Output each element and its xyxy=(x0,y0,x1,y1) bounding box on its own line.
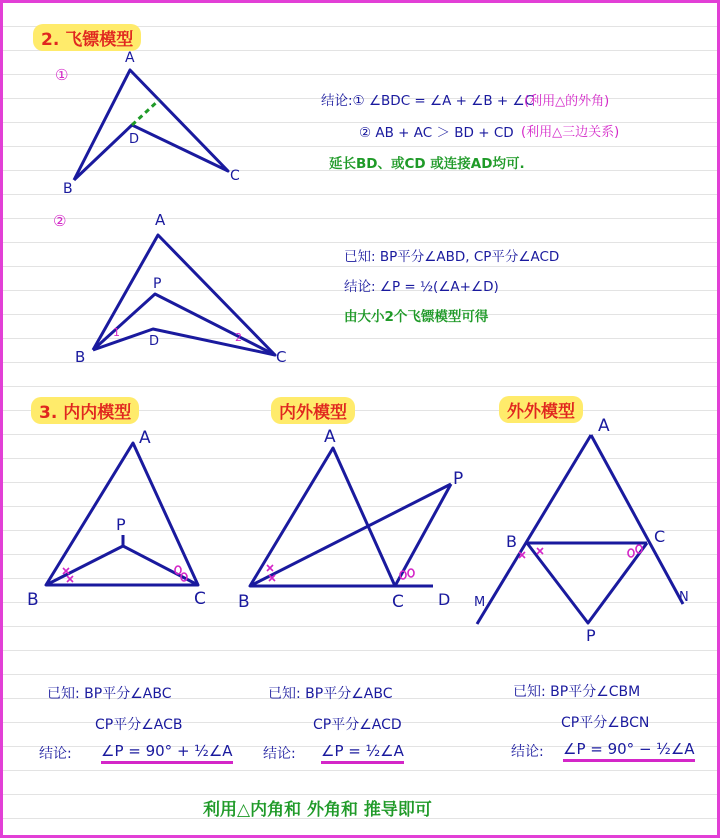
fig3-known-2: CP平分∠ACB xyxy=(95,717,183,733)
fig5-label-n: N xyxy=(679,590,689,605)
fig5-side-ac xyxy=(591,435,683,604)
fig2-label-c: C xyxy=(276,348,287,366)
fig1-label-d: D xyxy=(129,132,140,147)
fig5-label-m: M xyxy=(474,595,486,610)
fig5-label-c: C xyxy=(654,527,666,546)
fig3-label-c: C xyxy=(194,589,206,609)
fig4-known-1: 已知: BP平分∠ABC xyxy=(268,686,393,702)
fig2-hint: 由大小2个飞镖模型可得 xyxy=(344,309,489,325)
fig3-label-a: A xyxy=(139,428,151,448)
fig5-label-a: A xyxy=(598,416,610,436)
fig2-angle-2: 2 xyxy=(235,331,242,344)
fig2-angle-1: 1 xyxy=(113,326,120,339)
fig1-conclusion-1: 结论:① ∠BDC = ∠A + ∠B + ∠C xyxy=(321,93,535,109)
fig5-label-p: P xyxy=(586,626,596,645)
fig1-dart xyxy=(74,70,228,180)
fig3-label-p: P xyxy=(116,515,126,534)
fig3-conclusion-label: 结论: xyxy=(39,746,72,762)
fig3-label-b: B xyxy=(27,590,39,610)
fig3-known-1: 已知: BP平分∠ABC xyxy=(47,686,172,702)
fig4-conclusion: ∠P = ½∠A xyxy=(321,742,404,764)
fig2-conclusion: 结论: ∠P = ½(∠A+∠D) xyxy=(344,279,499,295)
fig2-dart xyxy=(93,235,275,355)
fig5-known-2: CP平分∠BCN xyxy=(561,715,650,731)
fig5-conclusion-label: 结论: xyxy=(511,744,544,760)
marker-2: ② xyxy=(53,212,67,230)
fig2-label-a: A xyxy=(155,211,166,229)
fig1-label-a: A xyxy=(125,50,135,66)
fig5-known-1: 已知: BP平分∠CBM xyxy=(513,684,641,700)
fig1-outline xyxy=(74,70,228,180)
fig2-outline xyxy=(93,235,275,355)
fig4-conclusion-label: 结论: xyxy=(263,746,296,762)
fig1-label-c: C xyxy=(230,168,240,184)
fig4-triangle xyxy=(250,448,451,586)
fig1-note-1: (利用△的外角) xyxy=(524,94,610,109)
outer-outer-header: 外外模型 xyxy=(499,396,583,423)
fig1-label-b: B xyxy=(63,181,73,197)
inner-outer-header: 内外模型 xyxy=(271,397,355,424)
marker-1: ① xyxy=(55,66,69,84)
fig4-label-p: P xyxy=(453,469,464,489)
fig2-label-d: D xyxy=(149,334,160,349)
fig3-triangle xyxy=(46,443,198,585)
fig1-conclusion-2: ② AB + AC ＞ BD + CD xyxy=(359,125,514,141)
fig4-label-b: B xyxy=(238,592,250,612)
fig5-label-b: B xyxy=(506,532,517,551)
section-3-header: 3. 内内模型 xyxy=(31,397,139,424)
fig3-outline xyxy=(46,443,198,585)
fig4-label-c: C xyxy=(392,592,404,612)
fig2-known: 已知: BP平分∠ABD, CP平分∠ACD xyxy=(344,249,560,265)
fig2-label-b: B xyxy=(75,348,86,366)
fig2-label-p: P xyxy=(153,276,162,292)
footer-note: 利用△内角和 外角和 推导即可 xyxy=(203,800,432,820)
fig4-label-a: A xyxy=(324,427,336,447)
fig5-conclusion: ∠P = 90° − ½∠A xyxy=(563,740,695,762)
fig1-extension xyxy=(132,100,159,125)
fig1-hint: 延长BD、或CD 或连接AD均可. xyxy=(329,156,525,172)
fig5-side-ab xyxy=(477,435,591,624)
fig4-label-d: D xyxy=(438,590,451,609)
fig4-known-2: CP平分∠ACD xyxy=(313,717,402,733)
section-2-header: 2. 飞镖模型 xyxy=(33,24,141,51)
fig3-conclusion: ∠P = 90° + ½∠A xyxy=(101,742,233,764)
fig5-triangle xyxy=(477,435,683,624)
fig1-note-2: (利用△三边关系) xyxy=(521,125,620,140)
